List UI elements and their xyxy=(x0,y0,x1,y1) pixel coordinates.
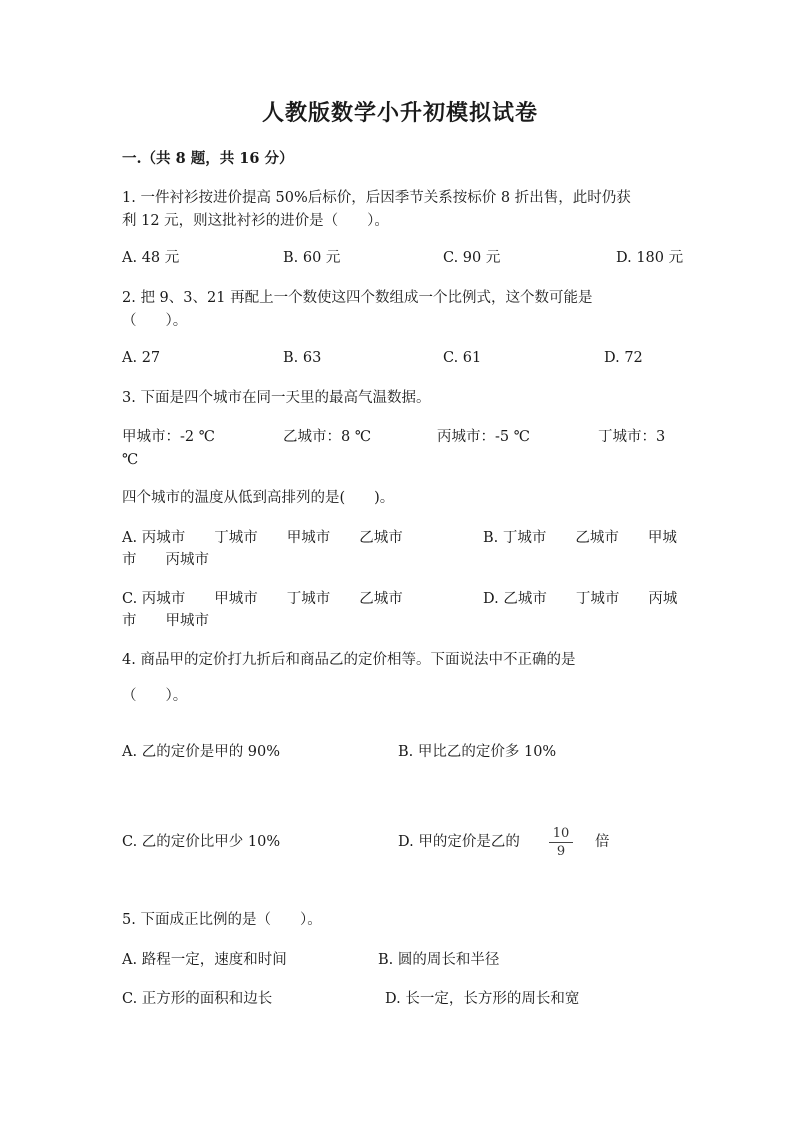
q4-option-d-tail: 倍 xyxy=(595,834,610,850)
q1-stem-line2: 利 12 元，则这批衬衫的进价是（ ）。 xyxy=(122,213,389,229)
q3-option-b-line2: 市 丙城市 xyxy=(122,552,209,568)
q3-city-ding: 丁城市：3 xyxy=(598,429,666,445)
q5-option-c: C. 正方形的面积和边长 xyxy=(122,991,273,1007)
q2-option-b: B. 63 xyxy=(283,350,322,366)
q5-option-a: A. 路程一定，速度和时间 xyxy=(122,952,287,968)
q2-stem-line2: （ ）。 xyxy=(122,313,188,329)
q3-city-ding-unit: ℃ xyxy=(122,452,139,468)
q3-option-d-line1: D. 乙城市 丁城市 丙城 xyxy=(483,591,678,607)
q5-stem: 5. 下面成正比例的是（ ）。 xyxy=(122,912,322,928)
fraction-numerator: 10 xyxy=(552,826,570,841)
q1-option-c: C. 90 元 xyxy=(443,250,501,266)
q3-option-b-line1: B. 丁城市 乙城市 甲城 xyxy=(483,530,677,546)
q1-option-b: B. 60 元 xyxy=(283,250,341,266)
q1-stem-line1: 1. 一件衬衫按进价提高 50%后标价，后因季节关系按标价 8 折出售，此时仍获 xyxy=(122,190,631,206)
q4-option-a: A. 乙的定价是甲的 90% xyxy=(122,744,281,760)
q3-question: 四个城市的温度从低到高排列的是( )。 xyxy=(122,490,395,506)
page-title: 人教版数学小升初模拟试卷 xyxy=(261,100,538,126)
q3-city-bing: 丙城市：-5 ℃ xyxy=(437,429,530,445)
q3-option-d-line2: 市 甲城市 xyxy=(122,613,209,629)
q2-option-d: D. 72 xyxy=(604,350,643,366)
q2-stem-line1: 2. 把 9、3、21 再配上一个数使这四个数组成一个比例式，这个数可能是 xyxy=(122,290,593,306)
fraction-denominator: 9 xyxy=(556,844,566,859)
q4-option-b: B. 甲比乙的定价多 10% xyxy=(398,744,557,760)
q1-option-a: A. 48 元 xyxy=(122,250,180,266)
q3-option-a: A. 丙城市 丁城市 甲城市 乙城市 xyxy=(122,530,403,546)
q4-option-d: D. 甲的定价是乙的 xyxy=(398,834,520,850)
section-heading: 一.（共 8 题，共 16 分） xyxy=(122,150,294,167)
q4-option-d-fraction xyxy=(549,826,573,859)
q3-stem: 3. 下面是四个城市在同一天里的最高气温数据。 xyxy=(122,390,431,406)
q3-city-jia: 甲城市：-2 ℃ xyxy=(122,429,215,445)
q2-option-a: A. 27 xyxy=(122,350,161,366)
q3-option-c: C. 丙城市 甲城市 丁城市 乙城市 xyxy=(122,591,403,607)
q5-option-d: D. 长一定，长方形的周长和宽 xyxy=(385,991,580,1007)
q5-option-b: B. 圆的周长和半径 xyxy=(378,952,500,968)
fraction-bar xyxy=(549,842,573,843)
q2-option-c: C. 61 xyxy=(443,350,482,366)
q4-option-c: C. 乙的定价比甲少 10% xyxy=(122,834,281,850)
q3-city-yi: 乙城市：8 ℃ xyxy=(283,429,372,445)
q1-option-d: D. 180 元 xyxy=(616,250,684,266)
q4-stem-line2: （ ）。 xyxy=(122,688,188,704)
q4-stem-line1: 4. 商品甲的定价打九折后和商品乙的定价相等。下面说法中不正确的是 xyxy=(122,652,576,668)
